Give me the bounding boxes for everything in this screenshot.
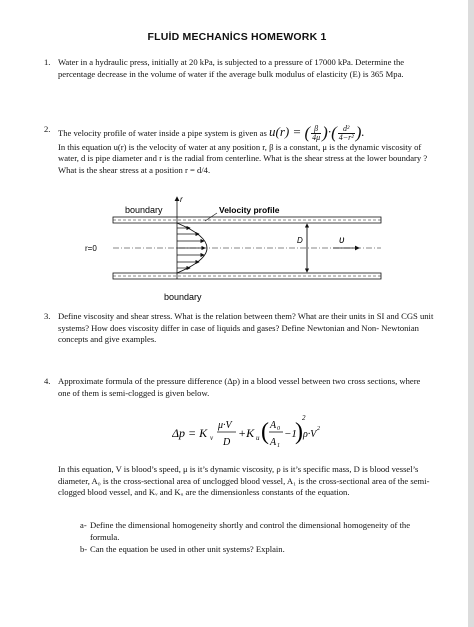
question-lead-line xyxy=(58,124,434,142)
d-frac xyxy=(338,125,355,142)
formula-numerator: μ·V xyxy=(218,420,232,431)
formula-tail: ρ·V xyxy=(303,429,317,440)
formula-a1: A xyxy=(270,437,277,448)
pressure-formula xyxy=(172,411,322,457)
eq-beta: β xyxy=(311,125,321,134)
question-lead: The velocity profile of water inside a pipe system is given as xyxy=(58,128,267,138)
pipe-flow-figure xyxy=(85,193,385,305)
formula-square: 2 xyxy=(302,414,306,422)
formula-minus-one: −1 xyxy=(284,428,297,440)
velocity-equation: u(r) = ( $\frac{\beta}{4\mu}$ )·( $\frac{\text{d²}}{\text{4−r²}}$ ). xyxy=(268,123,365,143)
velocity-profile-label: Velocity profile xyxy=(219,205,280,215)
question-number: 2. xyxy=(44,124,51,134)
formula-ku-sub: u xyxy=(256,434,260,442)
question-4-explanation xyxy=(58,464,434,499)
question-2 xyxy=(44,123,434,176)
question-3 xyxy=(44,311,434,346)
eq-4r2: 4−r² xyxy=(338,132,354,142)
formula-a1-sub: 1 xyxy=(277,443,280,449)
subitem-text: Define the dimensional homogeneity shortly and control the dimensional homogeneity of the formula. xyxy=(90,520,411,542)
formula-denominator: D xyxy=(223,437,231,448)
subitem-a xyxy=(80,520,430,543)
eq-d2: d² xyxy=(338,125,355,134)
page-title: FLUİD MECHANİCS HOMEWORK 1 xyxy=(147,31,327,43)
question-4 xyxy=(44,376,434,399)
formula-tail-square: 2 xyxy=(317,426,320,432)
question-number: 1. xyxy=(44,57,51,67)
velocity-symbol: υ xyxy=(339,235,345,246)
eq-dot: · xyxy=(327,124,332,139)
formula-kv-sub: v xyxy=(210,434,214,442)
question-text: Define viscosity and shear stress. What is the relation between them? What are their units in SI and CGS unit systems? How does viscosity differ in case of liquids and gases? Define Newtonian and Non- Newtonian concepts and give examples. xyxy=(58,311,434,345)
r0-label: r=0 xyxy=(85,244,97,253)
boundary-top-label: boundary xyxy=(125,205,163,215)
question-text: In this equation u(r) is the velocity of water at any position r, β is a constant, μ is the dynamic viscosity of water, d is pipe diameter and r is the radial from centerline. What is the shear stress at the lower boundary ? What is the shear stress at a position r = d/4. xyxy=(58,141,428,175)
eq-u: u(r) = xyxy=(268,124,305,139)
formula-a0-sub: 0 xyxy=(277,426,280,432)
subitem-text: Can the equation be used in other unit systems? Explain. xyxy=(90,544,285,554)
question-text: Water in a hydraulic press, initially at 20 kPa, is subjected to a pressure of 17000 kPa. Determine the percentage decrease in the volume of water if the average bulk modulus of elasticity (E) is 365 Mpa. xyxy=(58,57,405,79)
formula-a0: A xyxy=(270,420,277,431)
r-axis-label: r xyxy=(180,195,183,204)
page-edge xyxy=(468,0,474,627)
velocity-arrows xyxy=(177,228,205,268)
svg-text:(: ( xyxy=(261,419,269,445)
subitem-label: a- xyxy=(80,520,87,530)
subitem-b xyxy=(80,544,430,556)
svg-text:): ) xyxy=(295,419,303,445)
formula-plus-k: +K xyxy=(238,426,255,440)
eq-end: . xyxy=(361,124,365,139)
question-text: Approximate formula of the pressure difference (Δp) in a blood vessel between two cross sections, where one of them is semi-clogged is given below. xyxy=(58,376,421,398)
boundary-bottom-label: boundary xyxy=(164,292,202,302)
question-1 xyxy=(44,57,434,80)
subitem-label: b- xyxy=(80,544,88,554)
question-number: 4. xyxy=(44,376,51,386)
question-text: In this equation, V is blood’s speed, μ is it’s dynamic viscosity, ρ is it’s specific mass, D is blood vessel’s diameter, A₀ is the cross-sectional area of unclogged blood vessel, A₁ is the cross-sectional area of the semi-clogged blood vessel, and Kᵥ and Kᵤ are the dimensionless constants of the equation. xyxy=(58,464,430,498)
question-number: 3. xyxy=(44,311,51,321)
formula-lhs: Δp = K xyxy=(172,426,208,440)
diameter-label: D xyxy=(297,236,303,245)
eq-4mu: 4μ xyxy=(312,132,321,142)
beta-frac xyxy=(311,125,321,142)
